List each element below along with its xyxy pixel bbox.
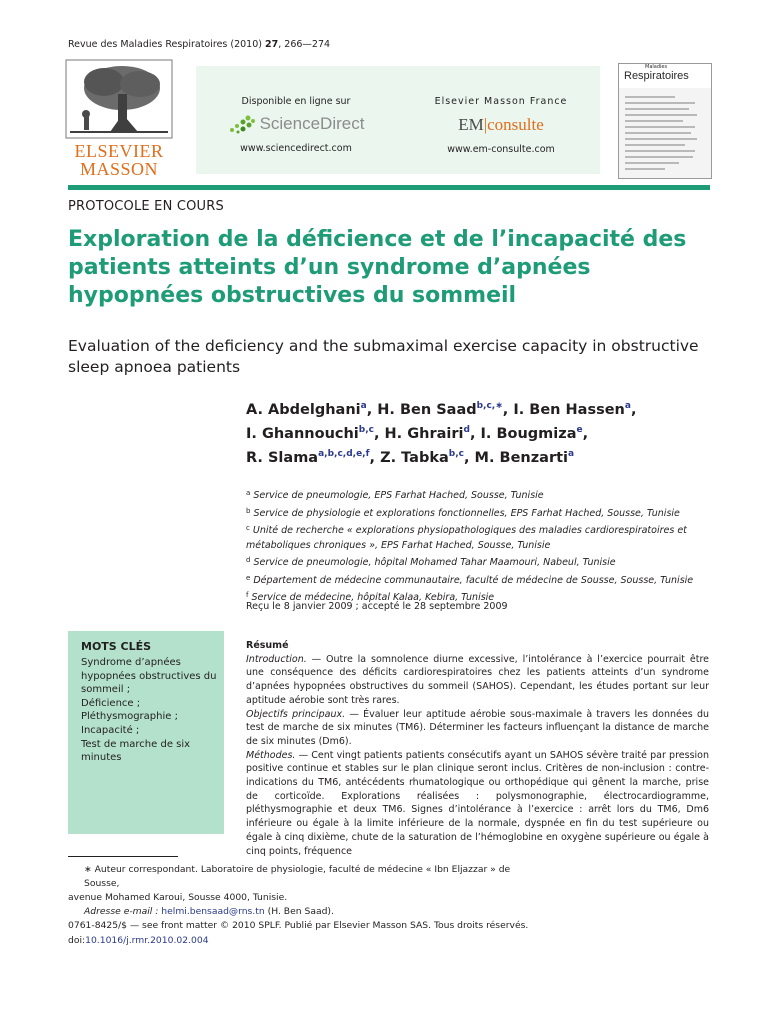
author-name: R. Slama	[246, 450, 319, 466]
em-consulte-url-link[interactable]: www.em-consulte.com	[447, 144, 555, 155]
sciencedirect-wordmark: ScienceDirect	[259, 114, 365, 133]
author-separator: ,	[463, 450, 475, 466]
affiliation-item	[246, 521, 716, 553]
author-name: A. Abdelghani	[246, 402, 361, 418]
abstract	[246, 639, 709, 858]
affiliation-mark: a	[246, 489, 251, 497]
author-separator: ,	[369, 450, 381, 466]
footnote-star: ∗	[84, 864, 92, 875]
affiliation-item	[246, 571, 716, 589]
affiliation-mark: d	[246, 556, 251, 564]
sciencedirect-url-link[interactable]: www.sciencedirect.com	[240, 143, 352, 154]
affiliation-mark: f	[246, 591, 249, 599]
author-name: Z. Tabka	[380, 450, 449, 466]
doi-link[interactable]: 10.1016/j.rmr.2010.02.004	[85, 935, 209, 946]
journal-cover-thumbnail	[618, 63, 712, 179]
author-name: I. Bougmiza	[480, 426, 577, 442]
doi-label: doi:	[68, 935, 86, 946]
em-logo-divider: |	[483, 115, 488, 134]
author-affiliation-marks[interactable]: a	[624, 401, 631, 411]
affiliation-text: Service de physiologie et explorations fonctionnelles, EPS Farhat Hached, Sousse, Tunisie	[253, 507, 680, 519]
abstract-objectives	[246, 708, 709, 749]
affiliation-item	[246, 504, 716, 522]
em-publisher-label: Elsevier Masson France	[434, 96, 568, 107]
received-accepted-dates: Reçu le 8 janvier 2009 ; accepté le 28 septembre 2009	[246, 601, 508, 612]
keyword-item: Incapacité ;	[81, 724, 140, 736]
author-affiliation-marks[interactable]: a	[360, 401, 367, 411]
affiliation-text: Service de pneumologie, hôpital Mohamed Tahar Maamouri, Nabeul, Tunisie	[253, 557, 616, 568]
email-label: Adresse e-mail :	[84, 906, 162, 917]
elsevier-wordmark: ELSEVIER	[74, 141, 164, 161]
keywords-box	[68, 631, 224, 834]
affiliation-text: Service de pneumologie, EPS Farhat Hached, Sousse, Tunisie	[253, 490, 544, 501]
author-affiliation-marks[interactable]: b,c	[448, 449, 464, 459]
abstract-intro-text: — Outre la somnolence diurne excessive, l’intolérance à l’exercice pourrait être une conséquence des déficits cardiorespiratoires chez les patients atteints d’un syndrome d’apnées hypopnées obstructives du sommeil (SAHOS). Cependant, les études portant sur leur aptitude aérobie sont très rares.	[246, 653, 709, 706]
abstract-methods-label: Méthodes.	[246, 749, 296, 761]
author-affiliation-marks[interactable]: a	[568, 449, 575, 459]
em-logo-right: consulte	[487, 115, 544, 134]
affiliation-text: Service de médecine, hôpital Kalaa, Kebira, Tunisie	[251, 592, 495, 603]
email-owner: (H. Ben Saad).	[264, 906, 334, 917]
footnote-line1: Auteur correspondant. Laboratoire de physiologie, faculté de médecine « Ibn Eljazzar » de Sousse,	[84, 864, 511, 889]
author-email-link[interactable]: helmi.bensaad@rns.tn	[161, 906, 265, 917]
author-name: M. Benzarti	[474, 450, 569, 466]
abstract-objectives-text: — Évaluer leur aptitude aérobie sous-maximale à travers les données du test de marche de six minutes (TM6). Déterminer les facteurs influençant la distance de marche de six minutes (Dm6).	[246, 708, 709, 747]
keyword-item: Test de marche de six minutes	[81, 738, 191, 764]
author-separator: ,	[373, 426, 385, 442]
em-consulte-block	[406, 96, 596, 155]
author-separator: ,	[630, 402, 637, 418]
author-name: I. Ben Hassen	[513, 402, 625, 418]
article-title-english: Evaluation of the deficiency and the submaximal exercise capacity in obstructive sleep apnoea patients	[68, 337, 699, 376]
affiliation-list	[246, 486, 716, 606]
sciencedirect-logo[interactable]	[196, 114, 396, 134]
copyright-block	[68, 918, 548, 948]
abstract-introduction	[246, 653, 709, 708]
author-affiliation-marks[interactable]: d	[463, 425, 470, 435]
abstract-methods	[246, 749, 709, 859]
abstract-heading: Résumé	[246, 640, 289, 651]
author-name: H. Ben Saad	[377, 402, 477, 418]
author-list	[246, 396, 706, 468]
abstract-objectives-label: Objectifs principaux.	[246, 708, 346, 720]
affiliation-mark: b	[246, 506, 251, 515]
masson-wordmark: MASSON	[79, 159, 159, 179]
footnote-divider	[68, 856, 178, 857]
tree-icon	[64, 58, 174, 140]
sciencedirect-block	[196, 96, 396, 154]
corresponding-author-footnote	[68, 863, 548, 919]
keyword-item: Syndrome d’apnées hypopnées obstructives du sommeil ;	[81, 657, 217, 696]
em-logo-left: EM	[458, 115, 484, 134]
affiliation-mark: e	[246, 573, 251, 582]
online-availability-banner	[196, 66, 600, 174]
abstract-intro-label: Introduction.	[246, 653, 307, 665]
cover-title-band	[619, 64, 711, 88]
author-separator: ,	[582, 426, 589, 442]
cover-title: Respiratoires	[624, 70, 689, 82]
journal-reference: Revue des Maladies Respiratoires (2010) 27, 266—274	[68, 39, 331, 50]
author-affiliation-marks[interactable]: a,b,c,d,e,f	[318, 449, 370, 459]
affiliation-item	[246, 553, 716, 571]
author-name: H. Ghrairi	[384, 426, 464, 442]
author-name: I. Ghannouchi	[246, 426, 359, 442]
affiliation-item	[246, 486, 716, 504]
author-affiliation-marks[interactable]: b,c	[358, 425, 374, 435]
keyword-item: Pléthysmographie ;	[81, 711, 178, 723]
article-title-french: Exploration de la déficience et de l’incapacité des patients atteints d’un syndrome d’apnées hypopnées obstructives du sommeil	[68, 227, 687, 308]
footnote-line2: avenue Mohamed Karoui, Sousse 4000, Tunisie.	[68, 892, 288, 903]
keywords-list	[81, 656, 221, 765]
sciencedirect-dots-icon	[228, 114, 256, 134]
available-online-label: Disponible en ligne sur	[241, 96, 351, 107]
affiliation-mark: c	[246, 524, 250, 532]
elsevier-masson-logo	[64, 58, 174, 178]
affiliation-text: Département de médecine communautaire, faculté de médecine de Sousse, Sousse, Tunisie	[253, 574, 694, 586]
copyright-line: 0761-8425/$ — see front matter © 2010 SPLF. Publié par Elsevier Masson SAS. Tous droits réservés.	[68, 920, 529, 931]
article-section-label: PROTOCOLE EN COURS	[68, 199, 224, 214]
abstract-methods-text: — Cent vingt patients patients consécutifs ayant un SAHOS sévère traité par pression positive continue et stables sur le plan clinique seront inclus. Critères de non-inclusion : contre-indications du TM6, antécédents rhumatologique ou orthopédique qui gênent la marche, prise de corticoïde. Explorations réalisées : polysmonographie, électrocardiogramme, pléthysmographie et deux TM6. Signes d’intolérance à l’exercice : arrêt lors du TM6, Dm6 inférieure ou égale à la limite inférieure de la normale, dyspnée en fin du test supérieure ou égale à cinq dixième, chute de la saturation de l’hémoglobine en oxygène supérieure ou égale à cinq points, fréquence	[246, 749, 709, 857]
affiliation-text: Unité de recherche « explorations physiopathologiques des maladies cardiorespiratoires et métaboliques chroniques », EPS Farhat Hached, Sousse, Tunisie	[246, 525, 687, 551]
header-divider	[68, 185, 710, 190]
em-consulte-logo[interactable]	[406, 115, 596, 135]
author-separator: ,	[502, 402, 514, 418]
keywords-title: MOTS CLÉS	[81, 640, 152, 653]
cover-small-title: Maladies	[645, 64, 668, 70]
keyword-item: Déficience ;	[81, 697, 141, 709]
author-affiliation-marks[interactable]: b,c,∗	[476, 401, 503, 411]
author-separator: ,	[469, 426, 481, 442]
author-affiliation-marks[interactable]: e	[576, 425, 583, 435]
author-separator: ,	[366, 402, 378, 418]
